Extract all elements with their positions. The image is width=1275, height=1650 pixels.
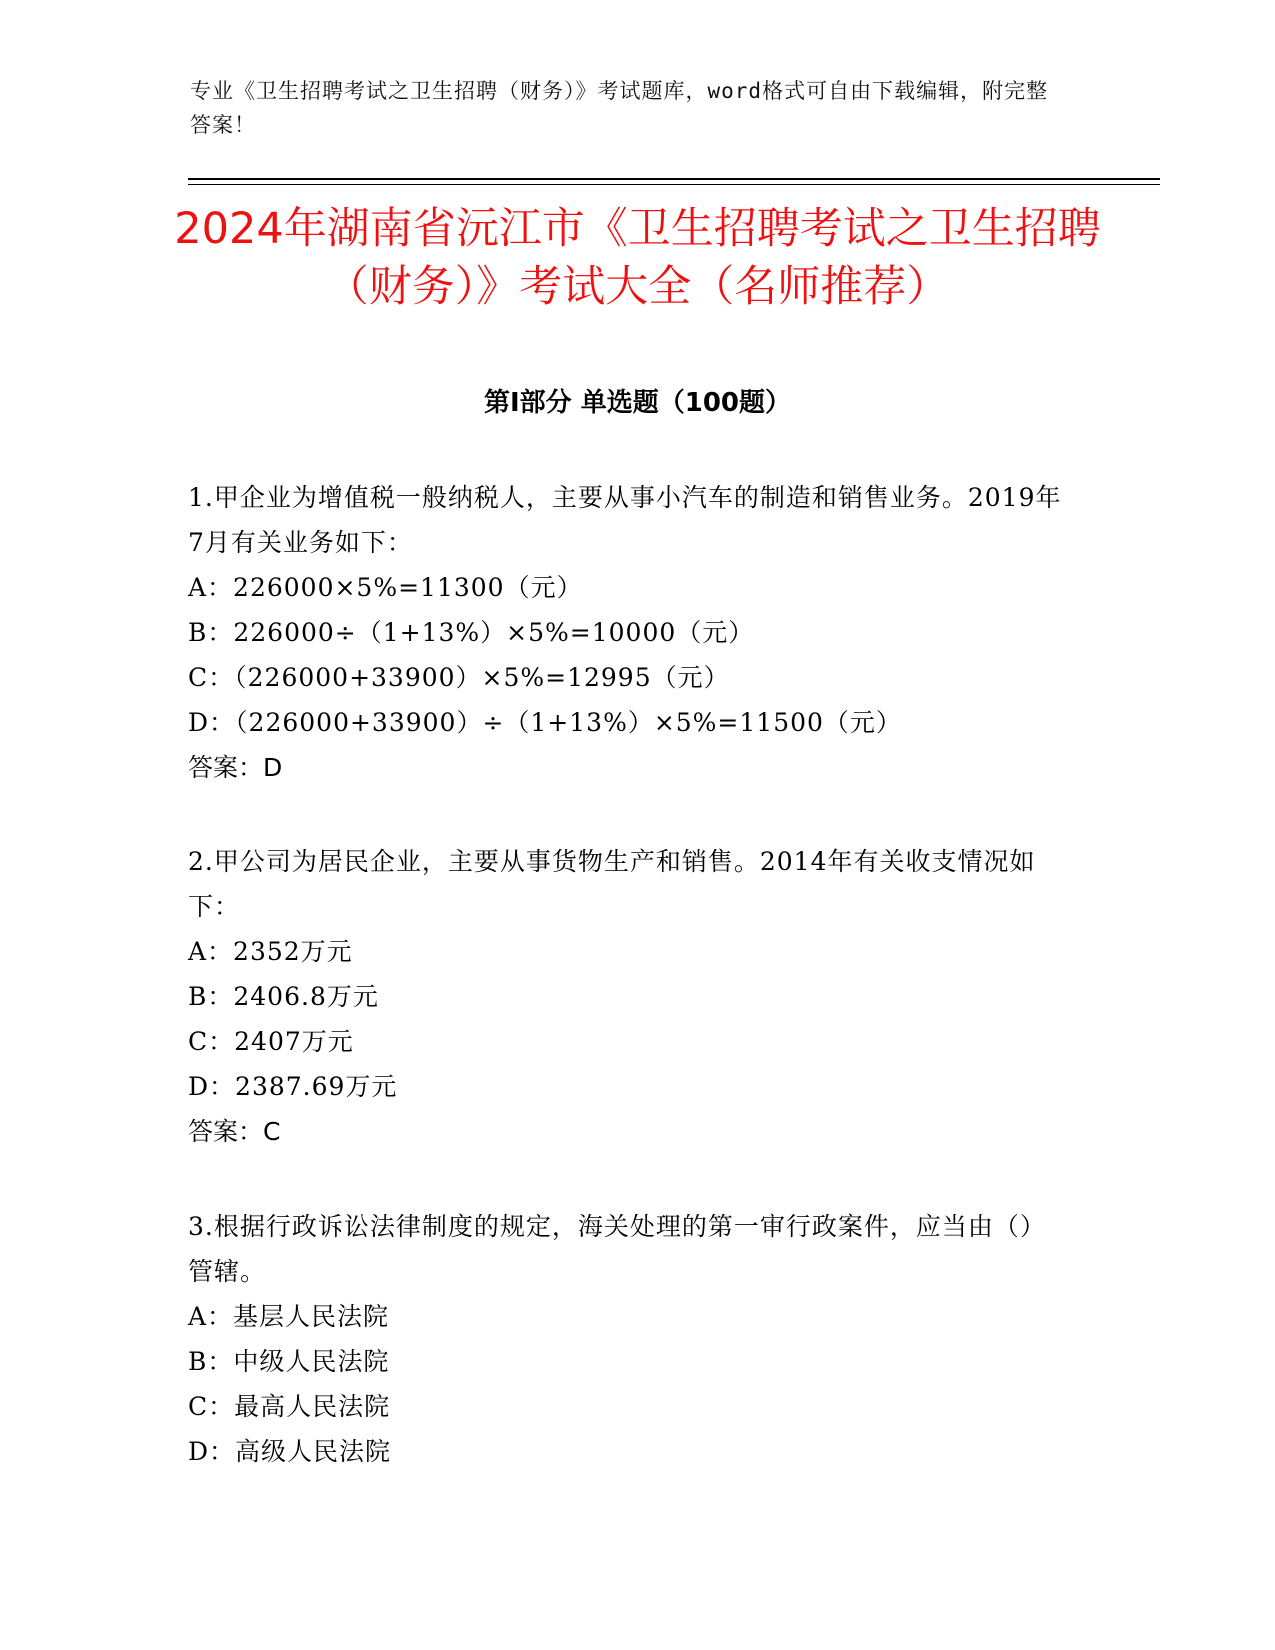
option-a: A：226000×5%=11300（元） <box>188 573 583 602</box>
question-1 <box>188 475 1068 791</box>
document-title: 2024年湖南省沅江市《卫生招聘考试之卫生招聘（财务）》考试大全（名师推荐） <box>174 204 1101 312</box>
header-note: 专业《卫生招聘考试之卫生招聘（财务）》考试题库，word格式可自由下载编辑，附完整答案！ <box>190 79 1049 137</box>
option-d: D：高级人民法院 <box>188 1437 392 1466</box>
header-rule-thick <box>188 178 1160 180</box>
option-d: D：（226000+33900）÷（1+13%）×5%=11500（元） <box>188 708 902 737</box>
question-stem: 3.根据行政诉讼法律制度的规定，海关处理的第一审行政案件，应当由（）管辖。 <box>188 1212 1046 1286</box>
question-3 <box>188 1204 1068 1474</box>
option-b: B：226000÷（1+13%）×5%=10000（元） <box>188 618 755 647</box>
option-c: C：最高人民法院 <box>188 1392 391 1421</box>
option-a: A：基层人民法院 <box>188 1302 390 1331</box>
option-c: C：2407万元 <box>188 1027 354 1056</box>
option-b: B：中级人民法院 <box>188 1347 390 1376</box>
option-b: B：2406.8万元 <box>188 982 379 1011</box>
section-title: 第I部分 单选题（100题） <box>484 388 791 418</box>
answer: 答案：C <box>188 1117 281 1146</box>
header-rule-thin <box>188 184 1160 185</box>
question-stem: 2.甲公司为居民企业，主要从事货物生产和销售。2014年有关收支情况如下： <box>188 847 1036 921</box>
answer: 答案：D <box>188 753 283 782</box>
option-c: C：（226000+33900）×5%=12995（元） <box>188 663 730 692</box>
option-d: D：2387.69万元 <box>188 1072 398 1101</box>
question-stem: 1.甲企业为增值税一般纳税人，主要从事小汽车的制造和销售业务。2019年7月有关业务如下： <box>188 483 1062 557</box>
option-a: A：2352万元 <box>188 937 353 966</box>
question-2 <box>188 839 1068 1155</box>
